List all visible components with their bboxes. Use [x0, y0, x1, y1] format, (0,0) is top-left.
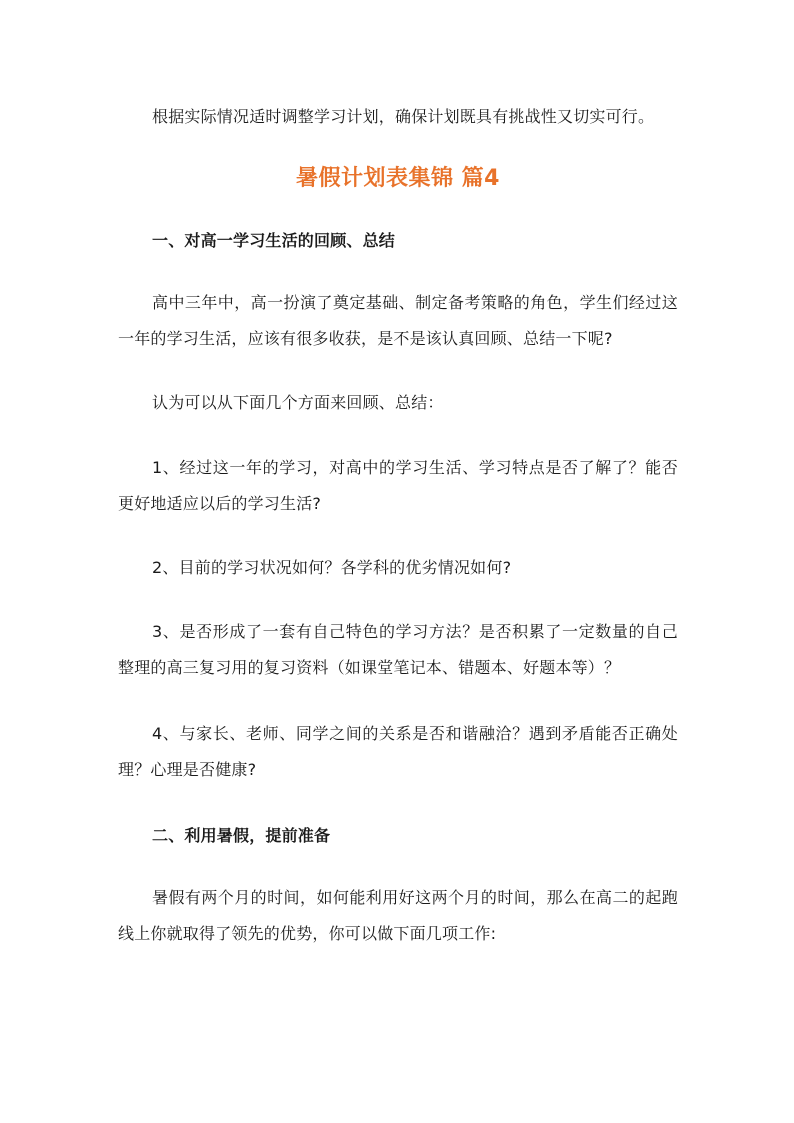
list-item-1: 1、经过这一年的学习，对高中的学习生活、学习特点是否了解了？能否更好地适应以后的学习生活? — [118, 458, 678, 513]
paragraph-summer-plan: 暑假有两个月的时间，如何能利用好这两个月的时间，那么在高二的起跑线上你就取得了领先的优势，你可以做下面几项工作: — [118, 888, 678, 943]
section1-heading: 一、对高一学习生活的回顾、总结 — [152, 231, 396, 250]
section-title: 暑假计划表集锦 篇4 — [296, 166, 500, 191]
paragraph-review-intro: 高中三年中，高一扮演了奠定基础、制定备考策略的角色，学生们经过这一年的学习生活，应该有很多收获，是不是该认真回顾、总结一下呢? — [118, 293, 678, 348]
intro-paragraph: 根据实际情况适时调整学习计划，确保计划既具有挑战性又切实可行。 — [152, 107, 655, 126]
list-item-4: 4、与家长、老师、同学之间的关系是否和谐融洽？遇到矛盾能否正确处理？心理是否健康? — [118, 724, 678, 779]
list-item-2: 2、目前的学习状况如何？各学科的优劣情况如何? — [152, 558, 512, 577]
paragraph-aspects: 认为可以从下面几个方面来回顾、总结： — [152, 393, 444, 412]
section2-heading: 二、利用暑假，提前准备 — [152, 826, 331, 845]
list-item-3: 3、是否形成了一套有自己特色的学习方法？是否积累了一定数量的自己整理的高三复习用的复习资料（如课堂笔记本、错题本、好题本等）？ — [118, 622, 678, 677]
